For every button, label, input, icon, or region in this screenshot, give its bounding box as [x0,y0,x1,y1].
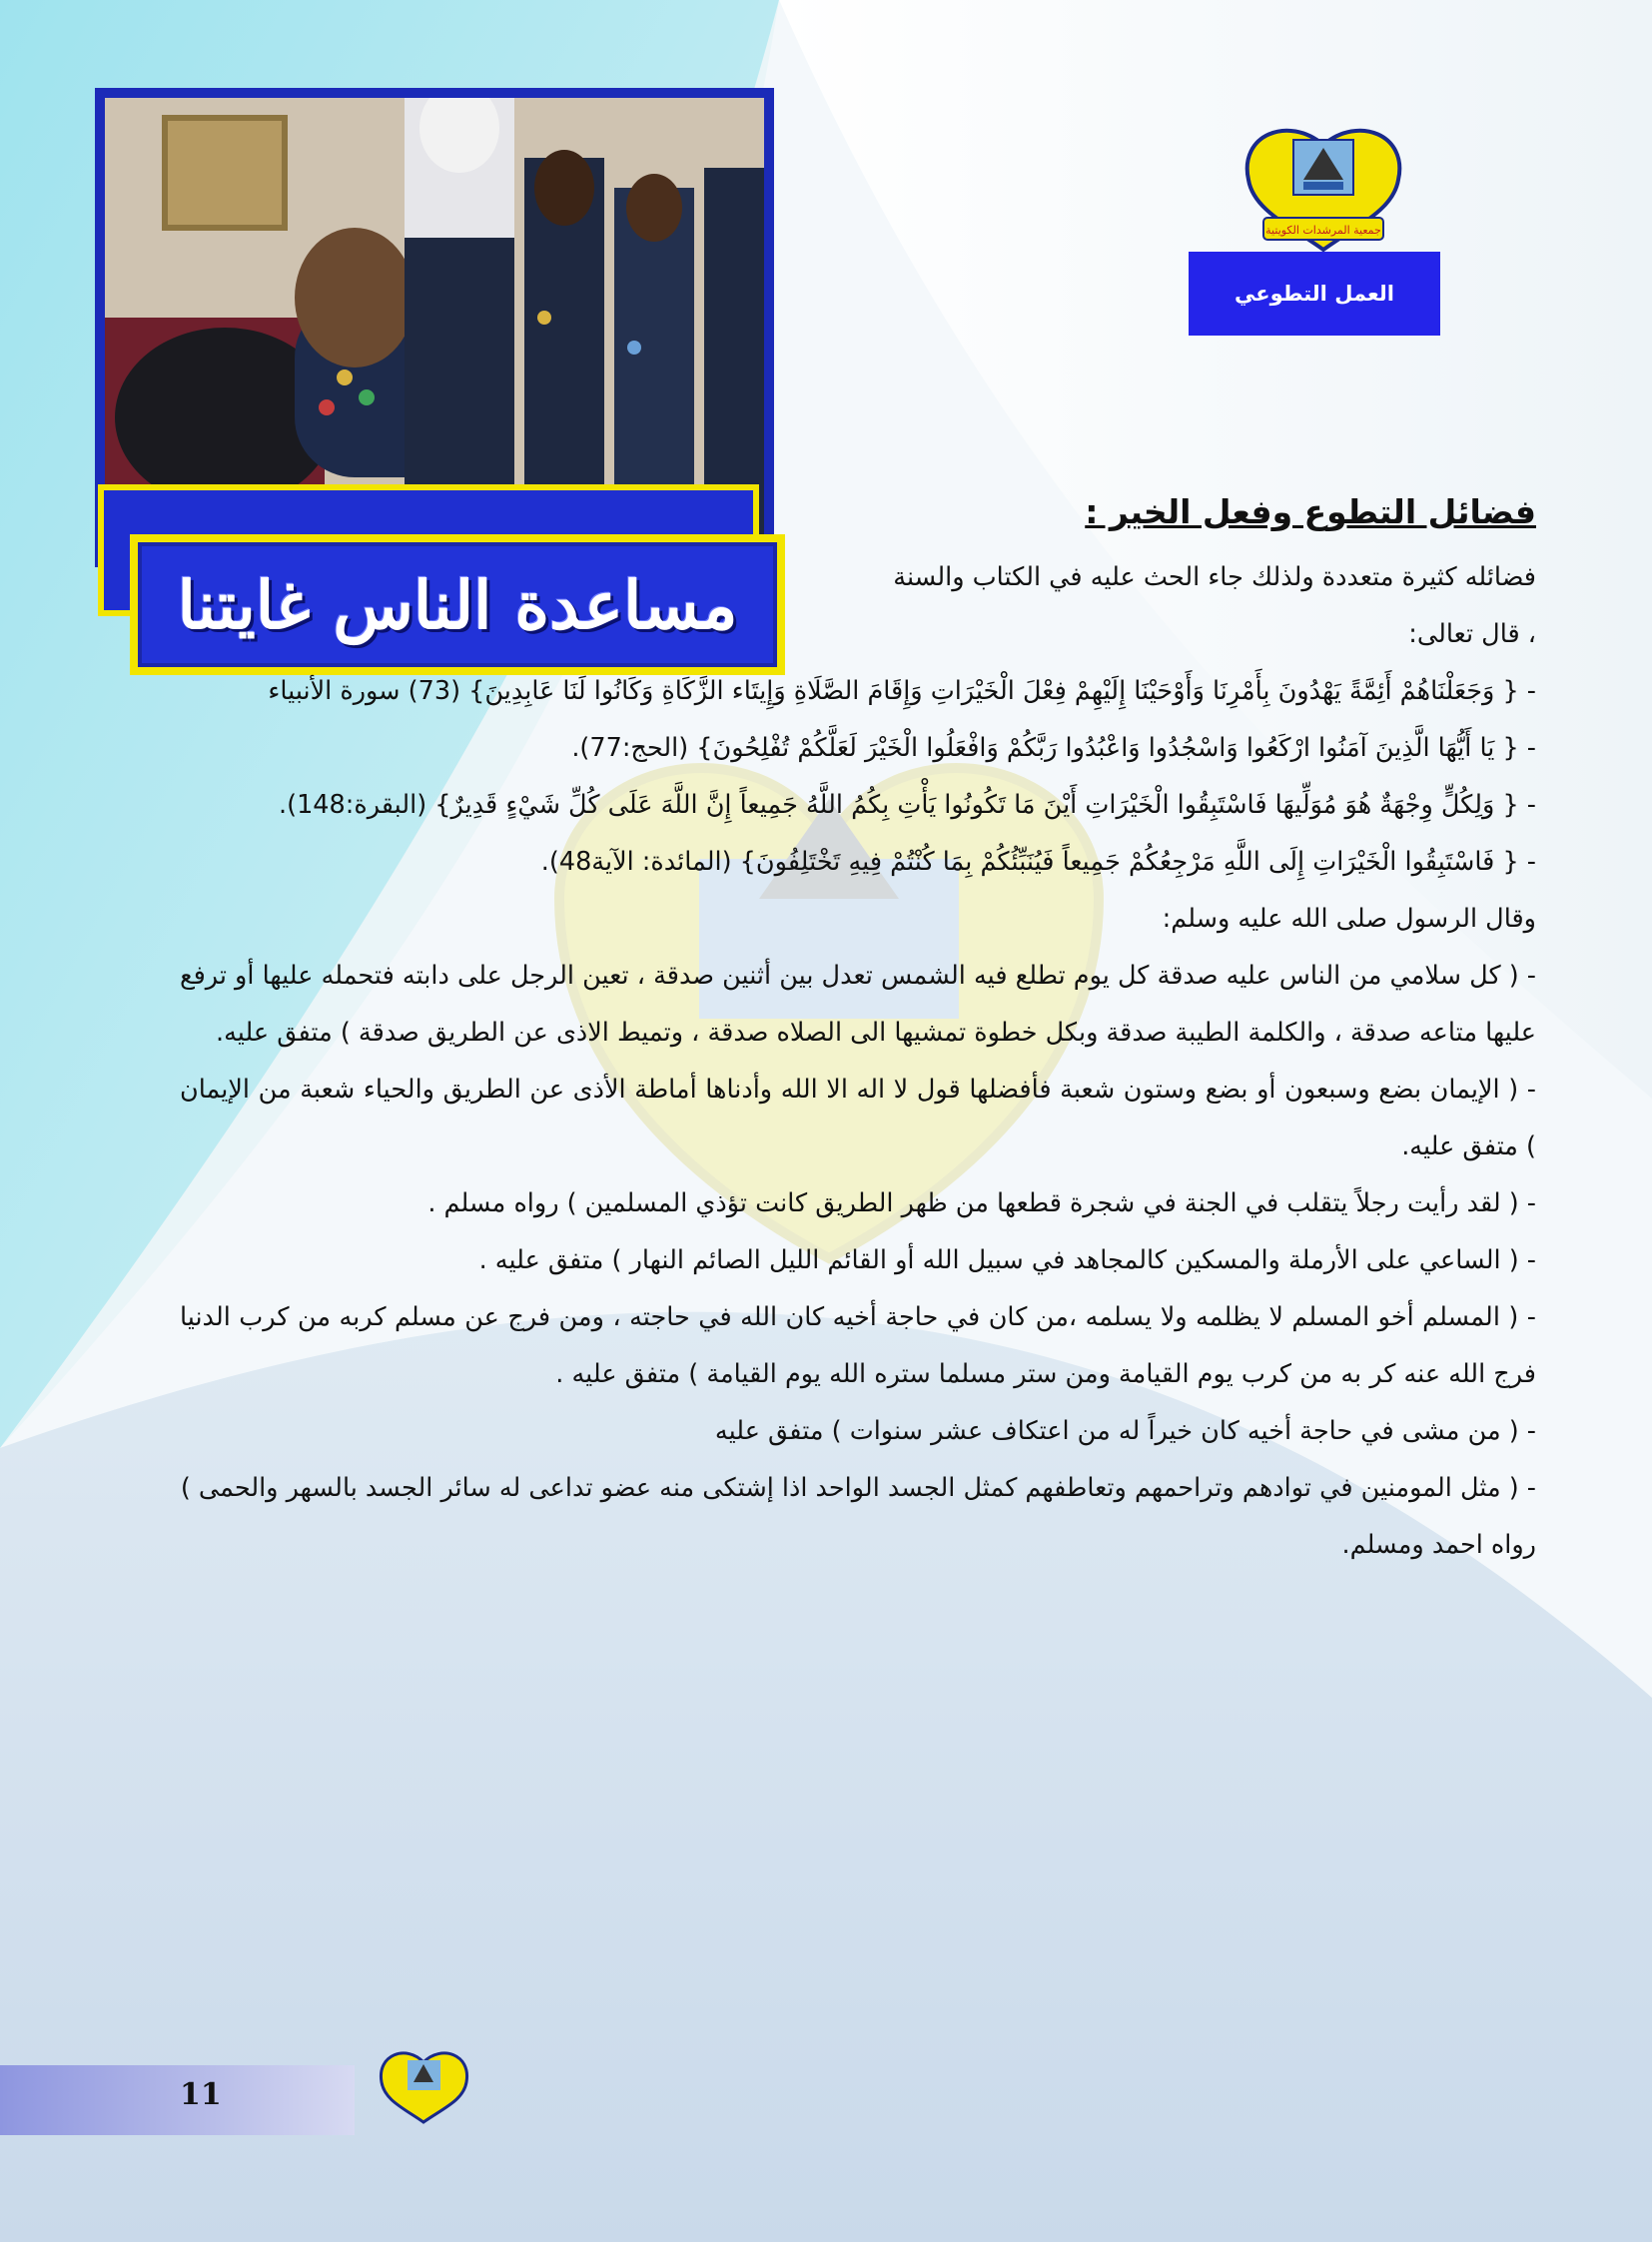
article-body [177,477,1536,1574]
page-number: 11 [180,2077,222,2112]
paragraph: - { فَاسْتَبِقُوا الْخَيْرَاتِ إِلَى اللَّهِ مَرْجِعُكُمْ جَمِيعاً فَيُنَبِّئُكُمْ بِمَا كُنْتُمْ فِيهِ تَخْتَلِفُونَ} (المائدة: الآية48). [540,847,1536,877]
paragraph: - ( من مشى في حاجة أخيه كان خيراً له من اعتكاف عشر سنوات ) متفق عليه [714,1416,1536,1446]
paragraph: ، قال تعالى: [1408,619,1536,649]
paragraph: - { وَلِكُلٍّ وِجْهَةٌ هُوَ مُوَلِّيهَا فَاسْتَبِقُوا الْخَيْرَاتِ أَيْنَ مَا تَكُونُوا يَأْتِ بِكُمُ اللَّهُ جَمِيعاً إِنَّ اللَّهَ عَلَى كُلِّ شَيْءٍ قَدِيرٌ} (البقرة:148). [279,790,1536,820]
footer-logo-icon [372,2042,476,2127]
paragraph: - { وَجَعَلْنَاهُمْ أَئِمَّةً يَهْدُونَ بِأَمْرِنَا وَأَوْحَيْنَا إِلَيْهِمْ فِعْلَ الْخَيْرَاتِ وَإِقَامَ الصَّلَاةِ وَإِيتَاء الزَّكَاةِ وَكَانُوا لَنَا عَابِدِينَ} (73) سورة الأنبياء [268,676,1536,706]
paragraph: - ( المسلم أخو المسلم لا يظلمه ولا يسلمه ،من كان في حاجة أخيه كان الله في حاجته ، ومن فرج عن مسلم كربه من كرب الدنيا فرج الله عنه كر به من كرب يوم القيامة ومن ستر مسلما ستره الله يوم القيامة ) متفق عليه . [180,1302,1536,1389]
paragraph: - ( الساعي على الأرملة والمسكين كالمجاهد في سبيل الله أو القائم الليل الصائم النهار ) متفق عليه . [478,1245,1536,1275]
paragraph: - ( لقد رأيت رجلاً يتقلب في الجنة في شجرة قطعها من ظهر الطريق كانت تؤذي المسلمين ) رواه مسلم . [427,1188,1536,1218]
paragraph: فضائله كثيرة متعددة ولذلك جاء الحث عليه في الكتاب والسنة [893,562,1536,592]
guides-logo-icon [1229,110,1418,260]
slogan-text: مساعدة الناس غايتنا [177,565,738,644]
paragraph: - ( الإيمان بضع وسبعون أو بضع وستون شعبة فأفضلها قول لا اله الا الله وأدناها أماطة الأذى عن الطريق والحياء شعبة من الإيمان ) متفق عليه. [180,1075,1536,1161]
logo-caption: جمعية المرشدات الكويتية [1265,224,1381,237]
paragraph: - { يَا أَيُّهَا الَّذِينَ آمَنُوا ارْكَعُوا وَاسْجُدُوا وَاعْبُدُوا رَبَّكُمْ وَافْعَلُوا الْخَيْرَ لَعَلَّكُمْ تُفْلِحُونَ} (الحج:77). [571,733,1536,763]
article-heading: فضائل التطوع وفعل الخير : [1085,492,1536,531]
paragraph: - ( كل سلامي من الناس عليه صدقة كل يوم تطلع فيه الشمس تعدل بين أثنين صدقة ، تعين الرجل على دابته فتحمله عليها أو ترفع عليها متاعه صدقة ، والكلمة الطيبة صدقة وبكل خطوة تمشيها الى الصلاه صدقة ، وتميط الاذى عن الطريق صدقة ) متفق عليه. [180,961,1536,1048]
paragraph: - ( مثل المومنين في توادهم وتراحمهم وتعاطفهم كمثل الجسد الواحد اذا إشتكى منه عضو تداعى له سائر الجسد بالسهر والحمى ) رواه احمد ومسلم. [180,1473,1536,1560]
paragraph: وقال الرسول صلى الله عليه وسلم: [1162,904,1536,934]
section-label-box [1189,252,1440,336]
footer-bar [0,2065,355,2135]
section-label: العمل التطوعي [1235,282,1394,306]
